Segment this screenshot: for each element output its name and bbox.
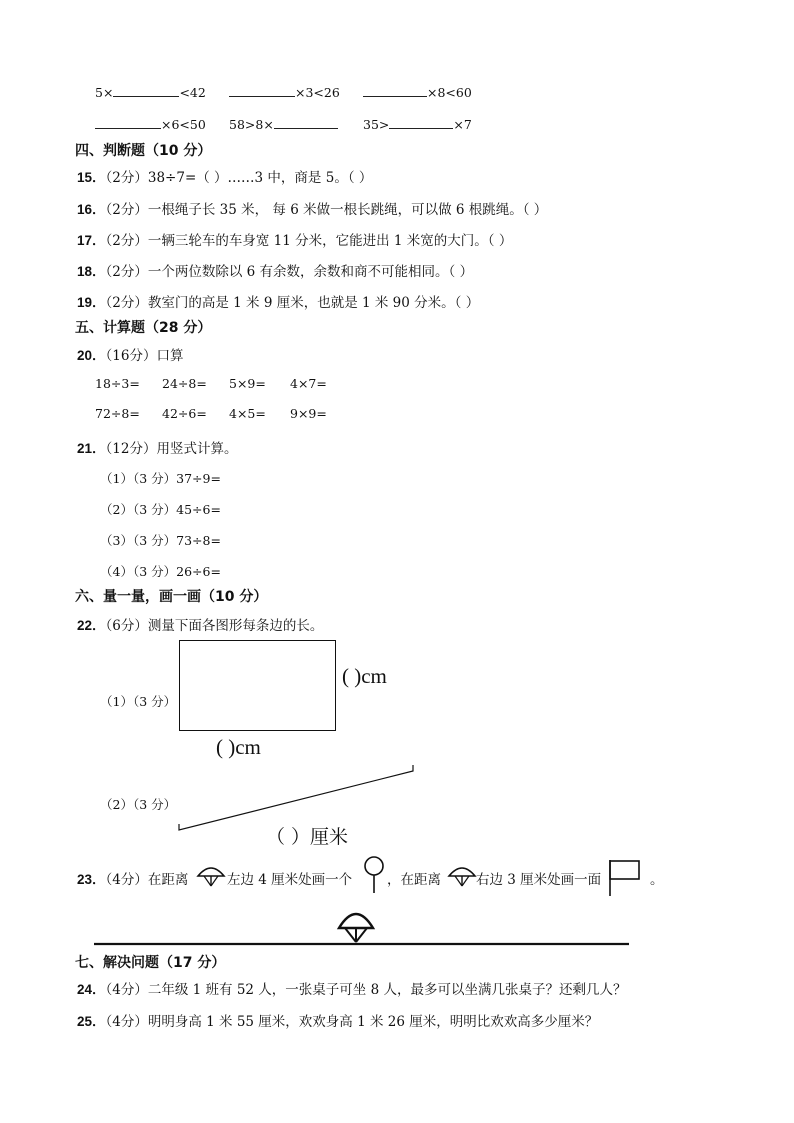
question-number: 19． [77, 295, 106, 310]
ineq-1b-post: ×3<26 [295, 85, 340, 100]
question-score: （4分） [105, 872, 148, 888]
question-number: 15． [77, 170, 106, 185]
question-text: 明明身高 1 米 55 厘米，欢欢身高 1 米 26 厘米，明明比欢欢高多少厘米？ [147, 1014, 599, 1030]
question-score: （2分） [105, 264, 148, 280]
question-text: 一辆三轮车的车身宽 11 分米，它能进出 1 米宽的大门。（ ） [147, 233, 513, 249]
question-score: （2分） [105, 295, 148, 311]
question-score: （16分） [105, 348, 157, 364]
ineq-1c-post: ×8<60 [427, 85, 472, 100]
question-text: 一根绳子长 35 米， 每 6 米做一根长跳绳，可以做 6 根跳绳。（ ） [147, 202, 548, 218]
vertical-calc-item: （1）（3 分）37÷9= [100, 471, 221, 486]
oral-item: 4×5= [229, 406, 266, 421]
question-score: （4分） [105, 982, 148, 998]
question-23-text-3: ，在距离 [387, 872, 441, 888]
oral-item: 9×9= [290, 406, 327, 421]
ineq-1a-post: <42 [179, 85, 206, 100]
question-text: 38÷7=（ ）……3 中，商是 5。（ ） [147, 170, 373, 186]
section-7-title: 七、解决问题（17 分） [75, 955, 226, 971]
question-number: 18． [77, 264, 106, 279]
oral-item: 72÷8= [95, 406, 140, 421]
question-text: 在距离 [147, 872, 189, 888]
question-text: 教室门的高是 1 米 9 厘米，也就是 1 米 90 分米。（ ） [147, 295, 480, 311]
rect-right-side-label: ( )cm [342, 664, 387, 688]
question-score: （12分） [105, 441, 157, 457]
question-text: 一个两位数除以 6 有余数，余数和商不可能相同。（ ） [147, 264, 474, 280]
part-1-label: （1）（3 分） [100, 694, 177, 709]
section-5-title: 五、计算题（28 分） [75, 320, 212, 336]
question-23-text-5: 。 [650, 872, 664, 888]
oral-item: 4×7= [290, 376, 327, 391]
question-score: （2分） [105, 233, 148, 249]
question-number: 25． [77, 1014, 106, 1029]
oral-item: 42÷6= [162, 406, 207, 421]
question-number: 24． [77, 982, 106, 997]
ineq-2c-post: ×7 [453, 117, 472, 132]
oral-item: 5×9= [229, 376, 266, 391]
question-23-text-4: 右边 3 厘米处画一面 [476, 872, 602, 888]
question-text: 二年级 1 班有 52 人，一张桌子可坐 8 人，最多可以坐满几张桌子？还剩几人？ [147, 982, 627, 998]
question-number: 20． [77, 348, 106, 363]
question-text: 用竖式计算。 [156, 441, 238, 457]
vertical-calc-item: （3）（3 分）73÷8= [100, 533, 221, 548]
line-length-label: （ ）厘米 [266, 826, 349, 848]
question-text: 测量下面各图形每条边的长。 [147, 618, 324, 634]
question-score: （2分） [105, 170, 148, 186]
ineq-2c-pre: 35> [363, 117, 390, 132]
question-25 [77, 1010, 598, 1030]
part-2-label: （2）（3 分） [100, 797, 177, 812]
section-4-title: 四、判断题（10 分） [75, 143, 212, 159]
oral-item: 24÷8= [162, 376, 207, 391]
ineq-1a-pre: 5× [95, 85, 114, 100]
question-number: 23． [77, 872, 106, 887]
question-23-text-2: 左边 4 厘米处画一个 [227, 872, 353, 888]
question-number: 17． [77, 233, 106, 248]
vertical-calc-item: （4）（3 分）26÷6= [100, 564, 221, 579]
vertical-calc-item: （2）（3 分）45÷6= [100, 502, 221, 517]
question-number: 16． [77, 202, 106, 217]
question-score: （4分） [105, 1014, 148, 1030]
question-number: 22． [77, 618, 106, 633]
section-6-title: 六、量一量，画一画（10 分） [75, 589, 268, 605]
ineq-2a-post: ×6<50 [161, 117, 206, 132]
question-text: 口算 [156, 348, 184, 364]
oral-item: 18÷3= [95, 376, 140, 391]
question-24 [77, 978, 626, 998]
question-number: 21． [77, 441, 106, 456]
question-score: （6分） [105, 618, 148, 634]
rect-bottom-side-label: ( )cm [216, 735, 261, 759]
ineq-2b-pre: 58>8× [229, 117, 274, 132]
question-score: （2分） [105, 202, 148, 218]
